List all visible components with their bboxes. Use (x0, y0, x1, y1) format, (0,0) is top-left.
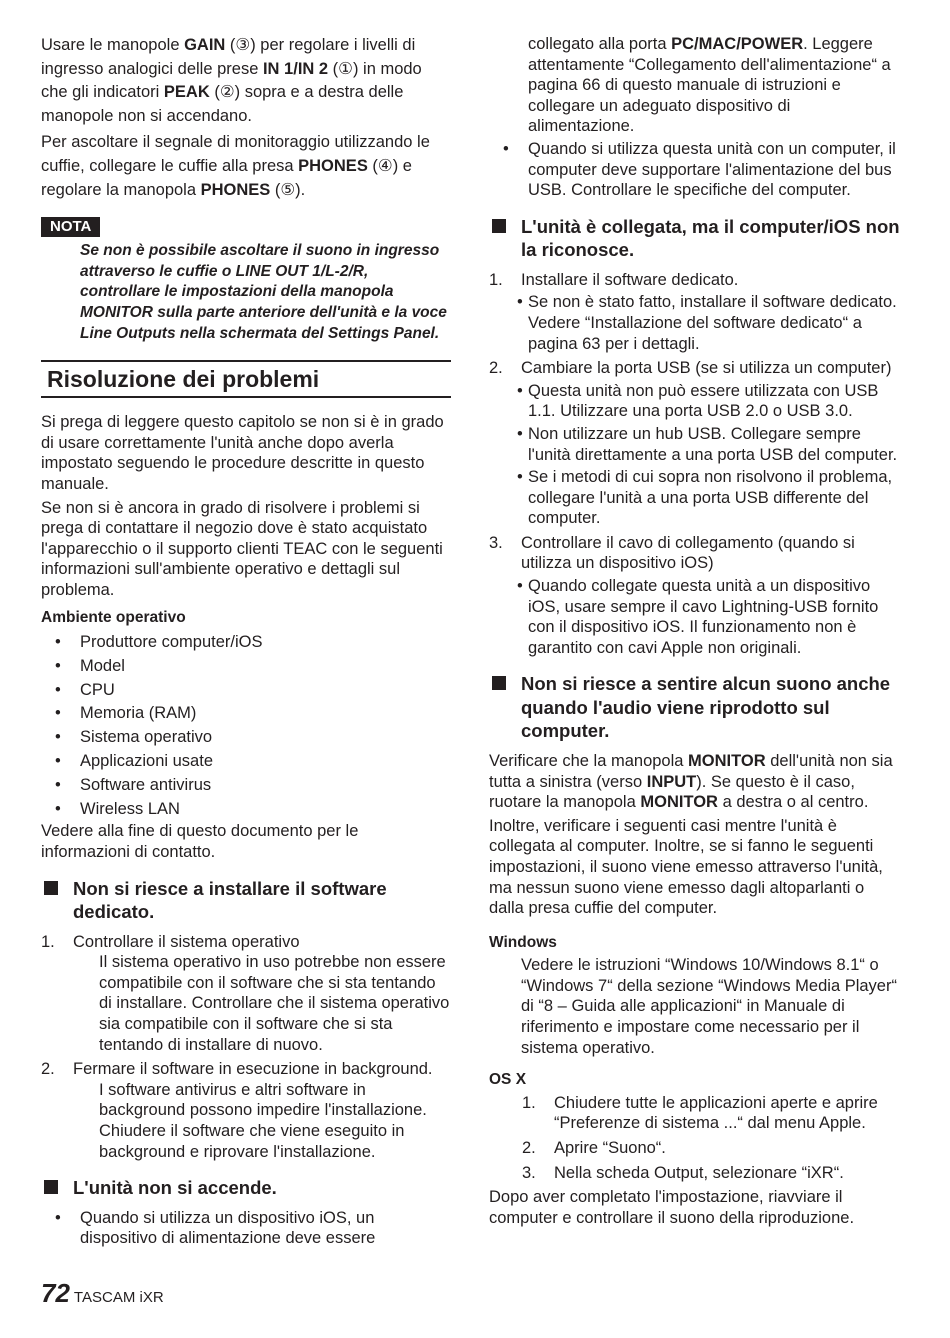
list-item: 2. Aprire “Suono“. (522, 1139, 666, 1158)
square-bullet-icon (44, 1180, 58, 1194)
power-continued: collegato alla porta PC/MAC/POWER. Leggere attentamente “Collegamento dell'alimentazione“ a pagina 66 di questo manuale di istruzioni e collegare un adeguato dispositivo di alimentazione. (528, 35, 891, 136)
nota-text: Se non è possibile ascoltare il suono in ingresso attraverso le cuffie o LINE OUT 1/L-2/R, controllare le impostazioni della manopola MONITOR sulla parte anteriore dell'unità e la voce Line Outputs nella schermata del Settings Panel. (80, 242, 447, 342)
power-list-continued (489, 139, 901, 201)
list-item: 3. Nella scheda Output, selezionare “iXR“. (522, 1163, 844, 1182)
heading-no-sound: Non si riesce a sentire alcun suono anche quando l'audio viene riprodotto sul computer. (489, 672, 901, 743)
list-item: • Se i metodi di cui sopra non risolvono il problema, collegare l'unità a una porta USB differente del computer. (521, 467, 901, 529)
right-column (489, 34, 901, 1231)
intro-paragraph-gain: Usare le manopole GAIN (③) per regolare i livelli di ingresso analogici delle prese IN 1/IN 2 (①) in modo che gli indicatori PEAK (②) sopra e a destra delle manopole non si accendano. (41, 36, 422, 125)
closing-text: Dopo aver completato l'impostazione, riavviare il computer e controllare il suono della riproduzione. (489, 1188, 855, 1227)
list-item: • Wireless LAN (41, 798, 451, 822)
square-bullet-icon (492, 676, 506, 690)
osx-steps (489, 1093, 901, 1183)
windows-heading: Windows (489, 933, 557, 951)
list-item: • Quando collegate questa unità a un dispositivo iOS, usare sempre il cavo Lightning-USB fornito con il dispositivo iOS. Il funzionamento non è garantito con cavi Apple non originali. (521, 576, 901, 658)
list-item: 3. Controllare il cavo di collegamento (quando si utilizza un dispositivo iOS) • Quando collegate questa unità a un dispositivo iOS, usare sempre il cavo Lightning-USB fornito con il dispositivo iOS. Il funzionamento non è garantito con cavi Apple non originali. (489, 533, 901, 659)
connection-steps (489, 270, 901, 659)
environment-heading: Ambiente operativo (41, 609, 186, 627)
list-item: • Questa unità non può essere utilizzata con USB 1.1. Utilizzare una porta USB 2.0 o USB 3.0. (521, 381, 901, 422)
list-item: • Applicazioni usate (41, 750, 451, 774)
section-intro-paragraph: Se non si è ancora in grado di risolvere i problemi si prega di contattare il negozio dove è stato acquistato l'apparecchio o il supporto clienti TEAC con le seguenti informazioni sull'ambiente operativo e dettagli sul problema. (41, 498, 443, 599)
no-sound-paragraph-2: Inoltre, verificare i seguenti casi mentre l'unità è collegata al computer. Inoltre, se si fanno le seguenti impostazioni, il suono viene emesso attraverso l'unità, ma nessun suono viene emesso dagli altoparlanti o dalla presa cuffie del computer. (489, 816, 883, 918)
list-item: • Memoria (RAM) (41, 702, 451, 726)
list-item: • Quando si utilizza un dispositivo iOS, un dispositivo di alimentazione deve essere (41, 1208, 451, 1249)
intro-paragraph-phones: Per ascoltare il segnale di monitoraggio utilizzando le cuffie, collegare le cuffie alla presa PHONES (④) e regolare la manopola PHONES (⑤). (41, 133, 430, 199)
list-item: • CPU (41, 679, 451, 703)
contact-text: Vedere alla fine di questo documento per le informazioni di contatto. (41, 822, 359, 862)
windows-text: Vedere le istruzioni “Windows 10/Windows 8.1“ o “Windows 7“ della sezione “Windows Media Player“ di “8 – Guida alle applicazioni“ in Manuale di riferimento e impostare come necessario per il sistema operativo. (521, 956, 897, 1057)
list-item: 1. Chiudere tutte le applicazioni aperte e aprire “Preferenze di sistema ...“ dal menu Apple. (522, 1093, 878, 1133)
square-bullet-icon (44, 881, 58, 895)
list-item: 2. Cambiare la porta USB (se si utilizza un computer) • Questa unità non può essere utilizzata con USB 1.1. Utilizzare una porta USB 2.0 o USB 3.0. • Non utilizzare un hub USB. Collegare sempre l'unità direttamente a una porta USB del computer. • Se i metodi di cui sopra non risolvono il problema, collegare l'unità a una porta USB differente del computer. (489, 358, 901, 529)
list-item: • Non utilizzare un hub USB. Collegare sempre l'unità direttamente a una porta USB del computer. (521, 424, 901, 465)
list-item: • Model (41, 655, 451, 679)
section-title: Risoluzione dei problemi (41, 360, 451, 398)
list-item: 2. Fermare il software in esecuzione in background. I software antivirus e altri software in background possono impedire l'installazione. Chiudere il software che viene eseguito in background e riprovare l'installazione. (41, 1060, 433, 1161)
heading-no-power: L'unità non si accende. (41, 1176, 451, 1200)
list-item: • Software antivirus (41, 774, 451, 798)
left-column (41, 34, 451, 1252)
environment-list (41, 631, 451, 821)
square-bullet-icon (492, 219, 506, 233)
list-item: • Sistema operativo (41, 726, 451, 750)
page-number: 72 (41, 1278, 70, 1308)
list-item: • Produttore computer/iOS (41, 631, 451, 655)
power-list (41, 1208, 451, 1249)
heading-not-recognized: L'unità è collegata, ma il computer/iOS non la riconosce. (489, 215, 901, 262)
install-steps (41, 932, 451, 1163)
intro-block (41, 34, 451, 202)
model-name: TASCAM iXR (73, 1289, 164, 1306)
page-footer (41, 1278, 164, 1309)
list-item: • Quando si utilizza questa unità con un computer, il computer deve supportare l'alimentazione del bus USB. Controllare le specifiche del computer. (489, 139, 901, 201)
osx-heading: OS X (489, 1071, 527, 1089)
nota-badge: NOTA (41, 217, 100, 237)
heading-install-fail: Non si riesce a installare il software dedicato. (41, 877, 451, 924)
list-item: 1. Controllare il sistema operativo Il sistema operativo in uso potrebbe non essere compatibile con il software che si sta tentando di installare. Controllare che il sistema operativo sia compatibile con il software che si sta tentando di installare di nuovo. (41, 932, 450, 1054)
list-item: 1. Installare il software dedicato. • Se non è stato fatto, installare il software dedicato. Vedere “Installazione del software dedicato“ a pagina 63 per i dettagli. (489, 270, 901, 354)
section-intro-paragraph: Si prega di leggere questo capitolo se non si è in grado di usare correttamente l'unità anche dopo averla impostato seguendo le procedure descritte in questo manuale. (41, 413, 444, 493)
no-sound-paragraph: Verificare che la manopola MONITOR dell'unità non sia tutta a sinistra (verso INPUT). Se questo è il caso, ruotare la manopola MONITOR a destra o al centro. (489, 751, 893, 812)
list-item: • Se non è stato fatto, installare il software dedicato. Vedere “Installazione del software dedicato“ a pagina 63 per i dettagli. (521, 292, 901, 354)
